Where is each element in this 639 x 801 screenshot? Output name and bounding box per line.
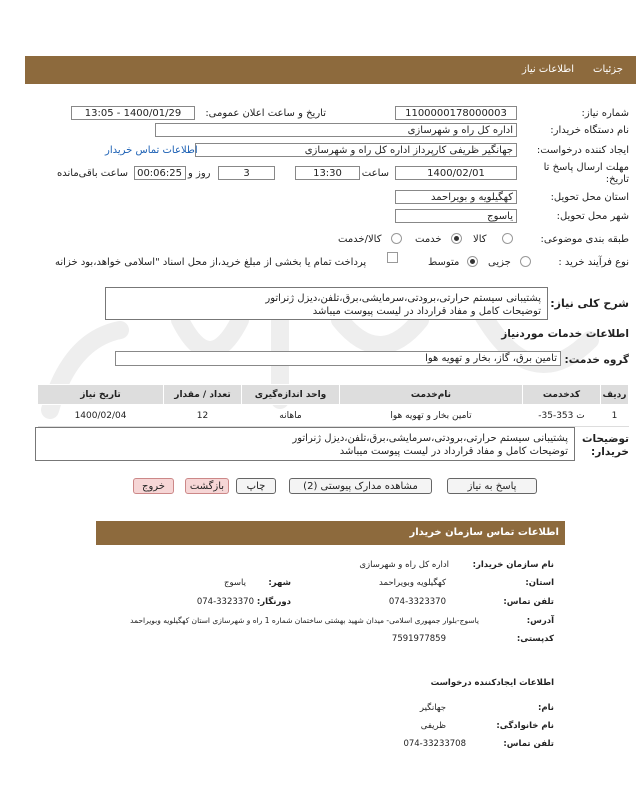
address-value: یاسوج-بلوار جمهوری اسلامی- میدان شهید بهشتی ساختمان شماره 1 راه و شهرسازی استان کهگیلویه وبویراحمد bbox=[130, 616, 479, 625]
top-header-bar bbox=[25, 56, 636, 84]
creator-phone-value: 074-33233708 bbox=[403, 739, 466, 749]
process-medium-label: متوسط bbox=[428, 257, 460, 268]
process-partial-label: جزیی bbox=[488, 257, 511, 268]
print-button[interactable]: چاپ bbox=[236, 478, 276, 494]
treasury-payment-label: پرداخت تمام یا بخشی از مبلغ خرید،از محل اسناد "اسلامی خواهد،بود خزانه bbox=[55, 257, 367, 268]
col-header-need-date: تاریخ نیاز bbox=[38, 385, 164, 405]
need-number-field: 1100000178000003 bbox=[395, 106, 517, 120]
creator-info-title: اطلاعات ایجادکننده درخواست bbox=[430, 678, 554, 688]
category-label: طبقه بندی موضوعی: bbox=[540, 234, 629, 245]
need-number-label: شماره نیاز: bbox=[581, 108, 629, 119]
buyer-notes-label: توضیحات خریدار: bbox=[581, 433, 629, 458]
summary-label: شرح کلی نیاز: bbox=[550, 297, 629, 310]
cell-row-number: 1 bbox=[601, 405, 629, 427]
org-name-label: نام سازمان خریدار: bbox=[472, 560, 554, 570]
creator-field: جهانگیر ظریفی کارپرداز اداره کل راه و شهرسازی bbox=[195, 143, 517, 157]
days-label: روز و bbox=[188, 168, 211, 179]
services-title: اطلاعات خدمات موردنیاز bbox=[501, 328, 629, 340]
service-group-label: گروه خدمت: bbox=[564, 354, 629, 366]
city-label: شهر محل تحویل: bbox=[556, 211, 629, 222]
category-goods-radio[interactable] bbox=[502, 233, 513, 244]
creator-phone-label: تلفن تماس: bbox=[503, 739, 554, 749]
treasury-payment-checkbox[interactable] bbox=[387, 252, 398, 263]
fax-value: 074-3323370 bbox=[196, 597, 254, 607]
deadline-time-label: ساعت bbox=[361, 168, 389, 179]
state-label: استان: bbox=[525, 578, 554, 588]
cell-need-date: 1400/02/04 bbox=[38, 405, 164, 427]
fax-label: دورنگار: bbox=[256, 597, 291, 607]
creator-family-value: ظریفی bbox=[420, 721, 446, 731]
tab-need-info[interactable]: اطلاعات نیاز bbox=[522, 64, 574, 75]
days-remaining-field: 3 bbox=[218, 166, 275, 180]
process-label: نوع فرآیند خرید : bbox=[558, 257, 629, 268]
city-info-value: یاسوج bbox=[224, 578, 246, 588]
table-header-row bbox=[38, 385, 629, 405]
time-remaining-label: ساعت باقی‌مانده bbox=[57, 168, 129, 179]
tab-details[interactable]: جزئیات bbox=[593, 64, 623, 75]
time-remaining-field: 00:06:25 bbox=[134, 166, 186, 180]
cell-unit: ماهانه bbox=[242, 405, 340, 427]
category-both-label: کالا/خدمت bbox=[338, 234, 382, 245]
col-header-quantity: تعداد / مقدار bbox=[164, 385, 242, 405]
contact-section-header: اطلاعات تماس سازمان خریدار bbox=[96, 521, 565, 545]
province-label: استان محل تحویل: bbox=[550, 192, 629, 203]
reply-button[interactable]: پاسخ به نیاز bbox=[447, 478, 537, 494]
creator-family-label: نام خانوادگی: bbox=[496, 721, 554, 731]
phone-label: تلفن تماس: bbox=[503, 597, 554, 607]
org-name-value: اداره کل راه و شهرسازی bbox=[359, 560, 449, 570]
deadline-label: مهلت ارسال پاسخ تا تاریخ: bbox=[543, 162, 629, 185]
category-service-label: خدمت bbox=[415, 234, 442, 245]
table-row bbox=[38, 405, 629, 427]
buyer-contact-link[interactable]: اطلاعات تماس خریدار bbox=[105, 145, 198, 156]
creator-name-label: نام: bbox=[537, 703, 554, 713]
announce-label: تاریخ و ساعت اعلان عمومی: bbox=[205, 108, 326, 119]
buyer-label: نام دستگاه خریدار: bbox=[550, 125, 629, 136]
announce-field: 1400/01/29 - 13:05 bbox=[71, 106, 195, 120]
process-medium-radio[interactable] bbox=[467, 256, 478, 267]
category-service-radio[interactable] bbox=[451, 233, 462, 244]
summary-textbox: پشتیبانی سیستم حرارتی،برودتی،سرمایشی،برق،تلفن،دیزل ژنراتور توضیحات کامل و مفاد قرارداد در لیست پیوست میباشد bbox=[105, 287, 548, 320]
postal-label: کدپستی: bbox=[516, 634, 554, 644]
process-partial-radio[interactable] bbox=[520, 256, 531, 267]
address-label: آدرس: bbox=[526, 616, 554, 626]
deadline-time-field: 13:30 bbox=[295, 166, 360, 180]
phone-value: 074-3323370 bbox=[388, 597, 446, 607]
cell-service-name: تامین بخار و تهویه هوا bbox=[340, 405, 523, 427]
col-header-service-code: کدخدمت bbox=[523, 385, 601, 405]
services-table bbox=[37, 384, 629, 427]
back-button[interactable]: بازگشت bbox=[185, 478, 229, 494]
service-group-field: تامین برق، گاز، بخار و تهویه هوا bbox=[115, 351, 561, 366]
province-field: کهگیلویه و بویراحمد bbox=[395, 190, 517, 204]
buyer-field: اداره کل راه و شهرسازی bbox=[155, 123, 517, 137]
col-header-row-number: ردیف bbox=[601, 385, 629, 405]
cell-quantity: 12 bbox=[164, 405, 242, 427]
col-header-unit: واحد اندازه‌گیری bbox=[242, 385, 340, 405]
category-both-radio[interactable] bbox=[391, 233, 402, 244]
category-goods-label: کالا bbox=[473, 234, 487, 245]
col-header-service-name: نام‌خدمت bbox=[340, 385, 523, 405]
deadline-date-field: 1400/02/01 bbox=[395, 166, 517, 180]
creator-label: ایجاد کننده درخواست: bbox=[536, 145, 629, 156]
city-field: یاسوج bbox=[395, 209, 517, 223]
buyer-notes-textbox: پشتیبانی سیستم حرارتی،برودتی،سرمایشی،برق،تلفن،دیزل ژنراتور توضیحات کامل و مفاد قرارداد در لیست پیوست میباشد bbox=[35, 427, 575, 461]
exit-button[interactable]: خروج bbox=[133, 478, 174, 494]
city-info-label: شهر: bbox=[268, 578, 291, 588]
creator-name-value: جهانگیر bbox=[419, 703, 446, 713]
view-attachments-button[interactable]: مشاهده مدارک پیوستی (2) bbox=[289, 478, 432, 494]
cell-service-code: ت 353-35- bbox=[523, 405, 601, 427]
state-value: کهگیلویه وبویراحمد bbox=[379, 578, 446, 588]
postal-value: 7591977859 bbox=[391, 634, 446, 644]
